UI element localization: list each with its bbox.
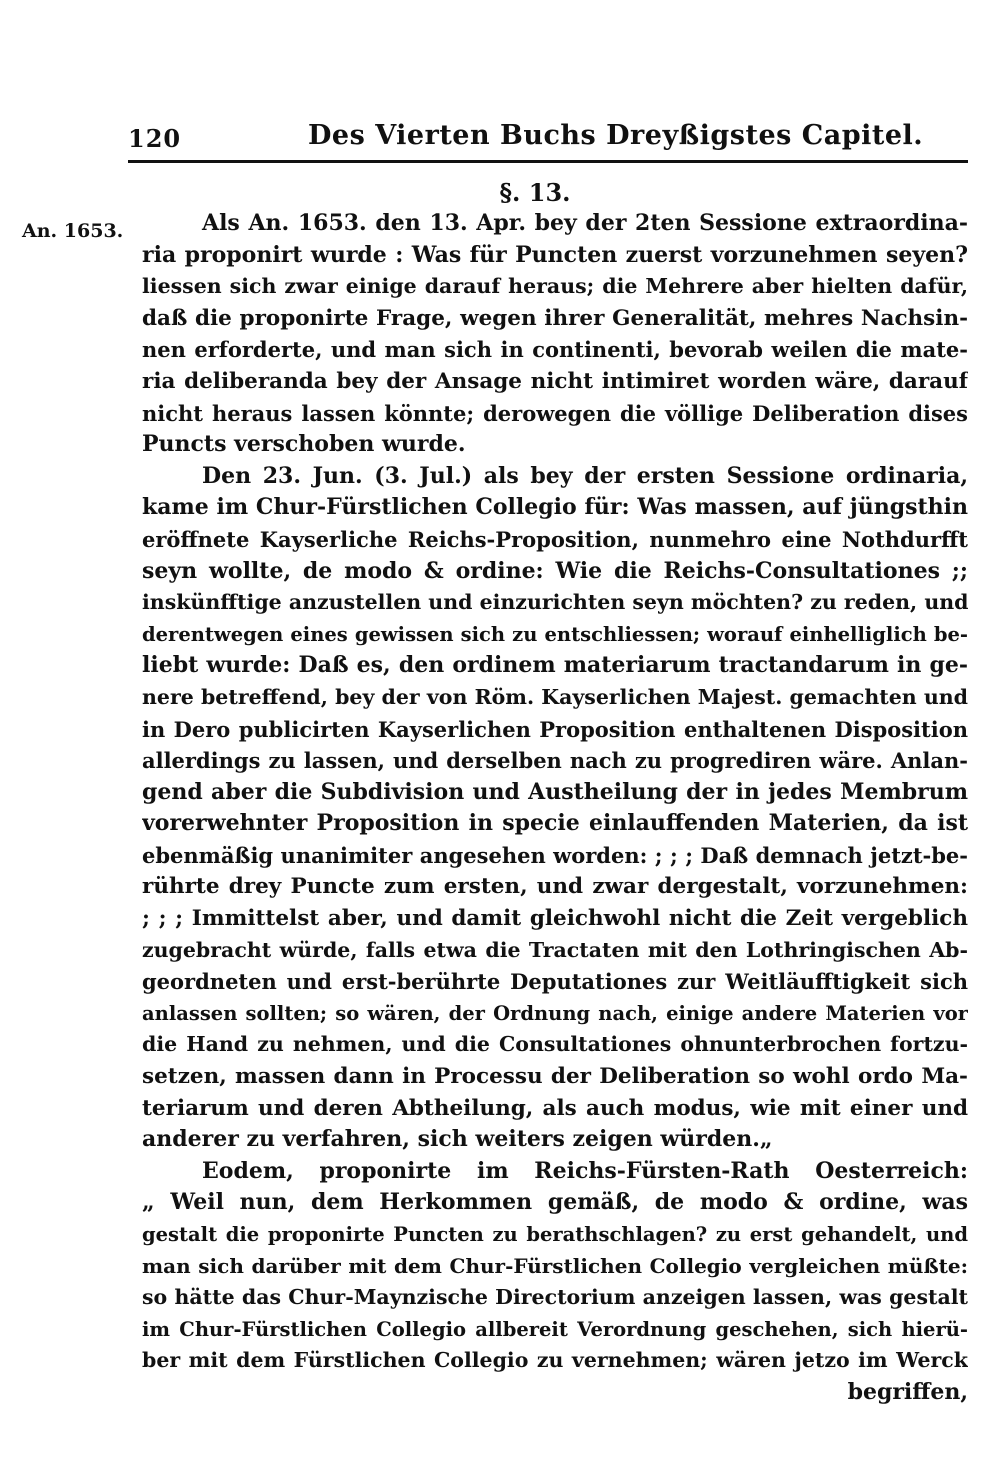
text-line: Den 23. Jun. (3. Jul.) als bey der ersten Sessione ordinaria, — [202, 462, 968, 489]
text-line: geordneten und erst-berührte Deputationes zur Weitläufftigkeit sich — [142, 969, 968, 995]
text-line: ria proponirt wurde : Was für Puncten zuerst vorzunehmen seyen? — [142, 241, 968, 268]
text-line: nicht heraus lassen könnte; derowegen die völlige Deliberation dises — [142, 400, 968, 426]
text-line: ; ; ; Immittelst aber, und damit gleichwohl nicht die Zeit vergeblich — [142, 906, 968, 932]
text-line: ria deliberanda bey der Ansage nicht intimiret worden wäre, darauf — [142, 368, 968, 394]
text-line: daß die proponirte Frage, wegen ihrer Generalität, mehres Nachsin- — [142, 305, 968, 331]
text-line: in Dero publicirten Kayserlichen Proposition enthaltenen Disposition — [142, 716, 968, 742]
text-line: allerdings zu lassen, und derselben nach zu progrediren wäre. Anlan- — [142, 748, 968, 774]
page-header — [128, 120, 968, 160]
text-line: anlassen sollten; so wären, der Ordnung nach, einige andere Materien vor — [142, 1001, 968, 1025]
text-line: ebenmäßig unanimiter angesehen worden: ; ; ; Daß demnach jetzt-be- — [142, 842, 968, 868]
text-line: anderer zu verfahren, sich weiters zeigen würden.„ — [142, 1126, 773, 1153]
text-line: man sich darüber mit dem Chur-Fürstlichen Collegio vergleichen müßte: — [142, 1253, 968, 1278]
text-line: kame im Chur-Fürstlichen Collegio für: Was massen, auf jüngsthin — [142, 494, 968, 521]
text-line: setzen, massen dann in Processu der Deliberation so wohl ordo Ma- — [142, 1064, 968, 1090]
text-line: seyn wollte, de modo & ordine: Wie die Reichs-Consultationes ;; — [142, 557, 968, 584]
text-line: liebt wurde: Daß es, den ordinem materiarum tractandarum in ge- — [142, 652, 968, 679]
text-line: nen erforderte, und man sich in continenti, bevorab weilen die mate- — [142, 337, 968, 363]
text-line: zugebracht würde, falls etwa die Tractaten mit den Lothringischen Ab- — [142, 937, 968, 962]
text-line: rührte drey Puncte zum ersten, und zwar dergestalt, vorzunehmen: — [142, 874, 968, 900]
text-line: im Chur-Fürstlichen Collegio allbereit Verordnung geschehen, sich hierü- — [142, 1317, 968, 1341]
text-line: gestalt die proponirte Puncten zu berathschlagen? zu erst gehandelt, und — [142, 1223, 968, 1246]
page-number: 120 — [128, 124, 182, 153]
body-text — [142, 208, 968, 1409]
text-line: liessen sich zwar einige darauf heraus; die Mehrere aber hielten dafür, — [142, 274, 968, 299]
text-line: gend aber die Subdivision und Austheilung der in jedes Membrum — [142, 778, 968, 805]
margin-note-year: An. 1653. — [22, 220, 124, 242]
section-heading: §. 13. — [499, 178, 571, 207]
text-line: Als An. 1653. den 13. Apr. bey der 2ten Sessione extraordina- — [202, 210, 968, 236]
running-head: Des Vierten Buchs Dreyßigstes Capitel. — [308, 120, 924, 151]
text-line: teriarum und deren Abtheilung, als auch modus, wie mit einer und — [142, 1095, 968, 1121]
text-line: eröffnete Kayserliche Reichs-Proposition, nunmehro eine Nothdurfft — [142, 526, 968, 552]
text-line: inskünfftige anzustellen und einzurichten seyn möchten? zu reden, und — [142, 590, 968, 615]
text-line: Puncts verschoben wurde. — [142, 431, 466, 458]
text-line: derentwegen eines gewissen sich zu entschliessen; worauf einhelliglich be- — [142, 622, 968, 646]
header-rule — [128, 160, 968, 163]
text-line: so hätte das Chur-Maynzische Directorium anzeigen lassen, was gestalt — [142, 1285, 968, 1310]
text-line: Eodem, proponirte im Reichs-Fürsten-Rath Oesterreich: — [202, 1157, 968, 1184]
text-line: „ Weil nun, dem Herkommen gemäß, de modo & ordine, was — [142, 1189, 968, 1216]
text-line: die Hand zu nehmen, und die Consultationes ohnunterbrochen fortzu- — [142, 1032, 968, 1057]
text-line: vorerwehnter Proposition in specie einlauffenden Materien, da ist — [142, 810, 968, 837]
text-line: nere betreffend, bey der von Röm. Kayserlichen Majest. gemachten und — [142, 684, 968, 709]
catchword: begriffen, — [847, 1378, 968, 1405]
text-line: ber mit dem Fürstlichen Collegio zu vernehmen; wären jetzo im Werck — [142, 1348, 968, 1373]
